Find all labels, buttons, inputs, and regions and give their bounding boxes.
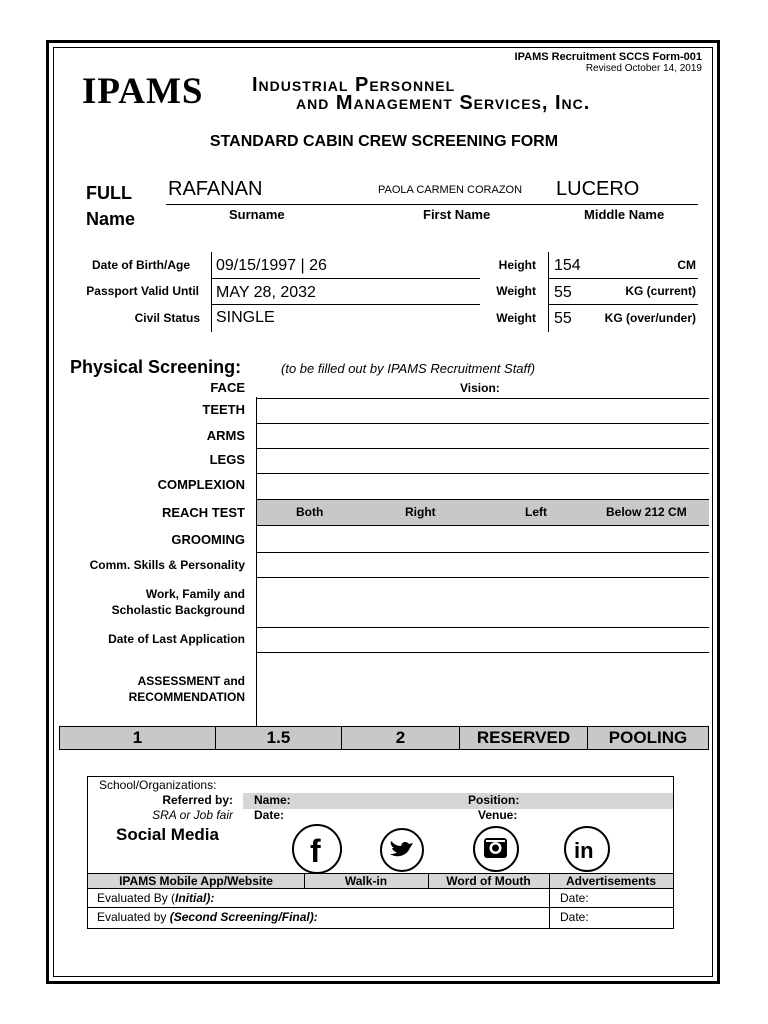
comm-skills-label: Comm. Skills & Personality xyxy=(89,558,245,572)
passport-label: Passport Valid Until xyxy=(86,284,199,298)
evaluated-initial-label xyxy=(97,891,214,905)
school-label: School/Organizations: xyxy=(99,778,217,792)
dob-underline xyxy=(211,278,480,279)
dob-value[interactable]: 09/15/1997 | 26 xyxy=(216,257,327,274)
svg-text:f: f xyxy=(310,833,321,869)
weight-current-unit: KG (current) xyxy=(625,284,696,298)
sra-label: SRA or Job fair xyxy=(152,808,233,822)
weight-over-label: Weight xyxy=(496,311,536,325)
referral-position-label[interactable]: Position: xyxy=(468,793,520,807)
assessment-label xyxy=(60,673,245,705)
height-value[interactable]: 154 xyxy=(554,257,581,274)
weight-underline xyxy=(548,304,698,305)
eval-initial-em: Initial): xyxy=(175,891,215,905)
civil-status-value[interactable]: SINGLE xyxy=(216,309,275,326)
grooming-line xyxy=(257,552,709,553)
rating-1-5[interactable]: 1.5 xyxy=(216,727,342,749)
height-label: Height xyxy=(498,258,536,272)
physical-screening-title: Physical Screening: xyxy=(70,357,242,377)
reach-left[interactable]: Left xyxy=(525,505,547,519)
reach-test-label: REACH TEST xyxy=(161,505,245,520)
twitter-icon[interactable] xyxy=(380,828,424,872)
eval-row-divider xyxy=(88,907,673,908)
linkedin-icon[interactable] xyxy=(564,826,610,872)
rating-2[interactable]: 2 xyxy=(342,727,460,749)
personal-right-divider xyxy=(548,252,549,332)
social-media-label: Social Media xyxy=(116,825,219,844)
complexion-label: COMPLEXION xyxy=(157,477,245,492)
channel-walk-in[interactable]: Walk-in xyxy=(344,874,388,888)
ipams-logo: IPAMS xyxy=(82,71,204,112)
dob-label: Date of Birth/Age xyxy=(91,258,190,272)
referral-name-band xyxy=(243,793,673,809)
weight-over-value[interactable]: 55 xyxy=(554,310,572,327)
channel-advertisements[interactable]: Advertisements xyxy=(565,874,657,888)
evaluated-initial-date[interactable]: Date: xyxy=(560,891,589,905)
assessment-label-line1: ASSESSMENT and xyxy=(137,674,245,688)
height-unit: CM xyxy=(677,258,696,272)
face-label: FACE xyxy=(210,380,245,395)
physical-screening-note: (to be filled out by IPAMS Recruitment Staff) xyxy=(281,361,536,376)
grooming-label: GROOMING xyxy=(171,532,245,547)
background-line xyxy=(257,627,709,628)
referral-venue-label[interactable]: Venue: xyxy=(478,808,518,822)
rating-pooling[interactable]: POOLING xyxy=(608,728,688,747)
form-code: IPAMS Recruitment SCCS Form-001 xyxy=(514,51,702,63)
reach-right[interactable]: Right xyxy=(405,505,436,519)
reach-below[interactable]: Below 212 CM xyxy=(606,505,687,519)
passport-value[interactable]: MAY 28, 2032 xyxy=(216,284,316,301)
face-line xyxy=(257,398,709,399)
referral-date-label[interactable]: Date: xyxy=(254,808,285,822)
company-name-line2: and Management Services, Inc. xyxy=(296,92,591,114)
background-label-line1: Work, Family and xyxy=(145,587,245,601)
weight-over-unit: KG (over/under) xyxy=(604,311,696,325)
weight-current-label: Weight xyxy=(496,284,536,298)
legs-label: LEGS xyxy=(209,452,245,467)
middle-name-label: Middle Name xyxy=(584,207,665,222)
channel-word-of-mouth[interactable]: Word of Mouth xyxy=(446,874,531,888)
rating-reserved[interactable]: RESERVED xyxy=(460,727,588,749)
company-name-line1: Industrial Personnel xyxy=(252,74,456,96)
facebook-icon[interactable] xyxy=(292,824,342,874)
arms-label: ARMS xyxy=(206,428,245,443)
eval-final-prefix: Evaluated by xyxy=(97,910,170,924)
surname-value[interactable]: RAFANAN xyxy=(168,178,263,200)
background-label xyxy=(60,586,245,618)
first-name-value[interactable]: PAOLA CARMEN CORAZON xyxy=(378,184,523,196)
form-title: STANDARD CABIN CREW SCREENING FORM xyxy=(209,133,559,150)
name-underline xyxy=(166,204,698,205)
evaluated-final-date[interactable]: Date: xyxy=(560,910,589,924)
referred-by-label: Referred by: xyxy=(162,793,233,807)
height-underline xyxy=(548,278,698,279)
instagram-icon[interactable] xyxy=(473,826,519,872)
rating-bar xyxy=(59,726,709,750)
passport-underline xyxy=(211,304,480,305)
background-label-line2: Scholastic Background xyxy=(111,603,245,617)
assessment-label-line2: RECOMMENDATION xyxy=(128,690,245,704)
comm-skills-line xyxy=(257,577,709,578)
referral-name-label[interactable]: Name: xyxy=(254,793,291,807)
rating-1[interactable]: 1 xyxy=(60,727,216,749)
physical-label-divider xyxy=(256,397,257,726)
last-application-label: Date of Last Application xyxy=(108,632,245,646)
first-name-label: First Name xyxy=(423,207,491,222)
reach-both[interactable]: Both xyxy=(296,505,324,519)
channel-mobile-app[interactable]: IPAMS Mobile App/Website xyxy=(119,874,273,888)
teeth-label: TEETH xyxy=(202,402,245,417)
surname-label: Surname xyxy=(229,207,285,222)
revision-date: Revised October 14, 2019 xyxy=(585,63,702,74)
legs-line xyxy=(257,473,709,474)
evaluated-final-label xyxy=(97,910,318,924)
arms-line xyxy=(257,448,709,449)
vision-label: Vision: xyxy=(460,381,500,395)
eval-final-em: (Second Screening/Final): xyxy=(169,910,318,924)
full-name-label xyxy=(86,180,135,232)
full-label: FULL xyxy=(86,183,132,203)
civil-status-label: Civil Status xyxy=(134,311,200,325)
middle-name-value[interactable]: LUCERO xyxy=(556,178,640,200)
teeth-line xyxy=(257,423,709,424)
personal-left-divider xyxy=(211,252,212,332)
name-label: Name xyxy=(86,209,136,229)
weight-current-value[interactable]: 55 xyxy=(554,284,572,301)
svg-text:in: in xyxy=(574,838,594,863)
eval-initial-prefix: Evaluated By ( xyxy=(97,891,176,905)
last-application-line xyxy=(257,652,709,653)
